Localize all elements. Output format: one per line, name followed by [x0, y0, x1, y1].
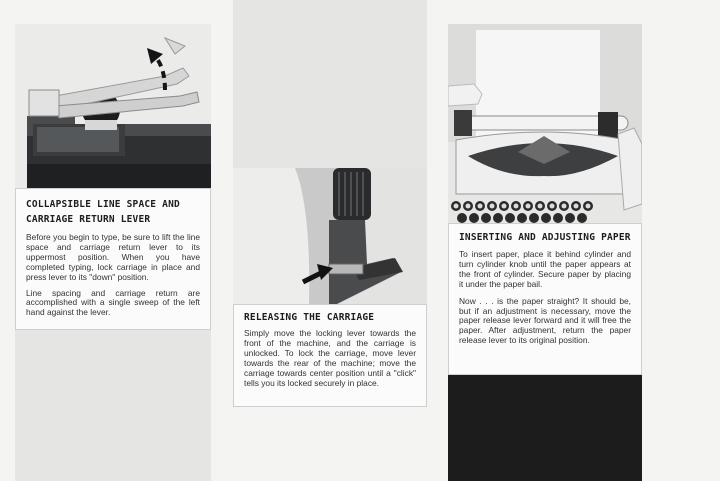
right-card-title: INSERTING AND ADJUSTING PAPER: [459, 232, 631, 243]
typewriter-paper-photo: [448, 24, 642, 223]
right-card-paragraph-1: To insert paper, place it behind cylinder and turn cylinder knob until the paper appears at the front of cylinder. Secure paper by placing it under the paper bail.: [459, 249, 631, 289]
left-card-title-line1: COLLAPSIBLE LINE SPACE AND: [26, 199, 180, 210]
left-card-title-line2: CARRIAGE RETURN LEVER: [26, 214, 151, 225]
middle-card-title: RELEASING THE CARRIAGE: [244, 312, 375, 323]
middle-info-card: [233, 304, 427, 407]
middle-column-background: [233, 0, 427, 168]
right-dark-block: [448, 375, 642, 481]
right-info-card: [448, 223, 642, 375]
left-info-card: [15, 188, 211, 330]
left-card-paragraph-2: Line spacing and carriage return are accomplished with a single sweep of the left hand against the lever.: [26, 287, 200, 318]
locking-lever-photo: [233, 168, 427, 304]
right-card-paragraph-2: Now . . . is the paper straight? It should be, but if an adjustment is necessary, move the paper release lever forward and it will free the paper. After adjustment, return the paper release lever to its original position.: [459, 295, 631, 346]
middle-card-paragraph-1: Simply move the locking lever towards the front of the machine, and the carriage is unlocked. To lock the carriage, move lever towards the rear of the machine; move the carriage towards center position until a "click" tells you its locked securely in place.: [244, 328, 416, 388]
left-card-paragraph-1: Before you begin to type, be sure to lift the line space and carriage return lever to its uppermost position. When you have completed typing, lock carriage in place and press lever to its "down" position.: [26, 232, 200, 282]
carriage-lever-photo: [15, 24, 211, 188]
